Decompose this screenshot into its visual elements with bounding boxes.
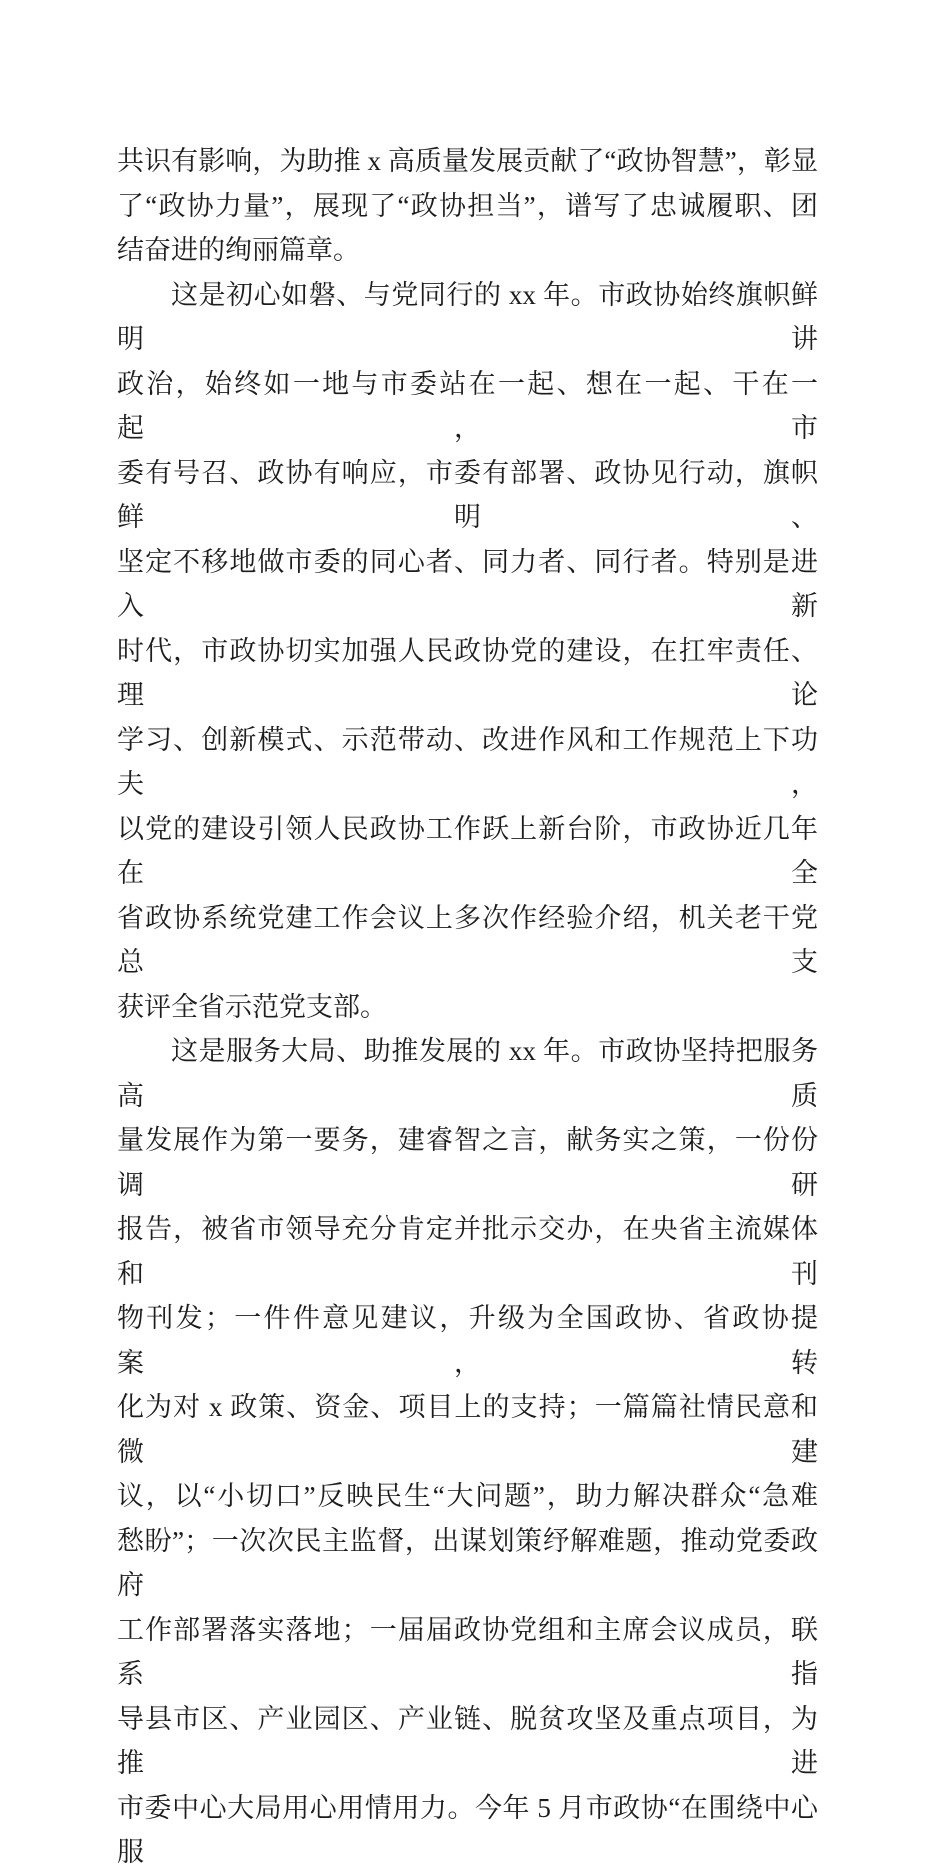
text-line: 学习、创新模式、示范带动、改进作风和工作规范上下功夫， <box>117 724 818 799</box>
text-line: 议，以“小切口”反映民生“大问题”，助力解决群众“急难 <box>117 1481 818 1511</box>
text-line: 委有号召、政协有响应，市委有部署、政协见行动，旗帜鲜明、 <box>117 457 818 532</box>
text-line: 量发展作为第一要务，建睿智之言，献务实之策，一份份调研 <box>117 1125 818 1200</box>
text-line: 政治，始终如一地与市委站在一起、想在一起、干在一起，市 <box>117 368 818 443</box>
text-line: 导县市区、产业园区、产业链、脱贫攻坚及重点项目，为推进 <box>117 1703 818 1778</box>
paragraph <box>117 1029 818 1875</box>
text-line: 坚定不移地做市委的同心者、同力者、同行者。特别是进入新 <box>117 546 818 621</box>
text-line: 这是服务大局、助推发展的 xx 年。市政协坚持把服务高质 <box>117 1036 818 1111</box>
text-line: 工作部署落实落地；一届届政协党组和主席会议成员，联系指 <box>117 1614 818 1689</box>
text-line: 市委中心大局用心用情用力。今年 5 月市政协“在围绕中心服 <box>117 1792 818 1867</box>
text-line: 时代，市政协切实加强人民政协党的建设，在扛牢责任、理论 <box>117 635 818 710</box>
text-line: 结奋进的绚丽篇章。 <box>117 235 360 265</box>
text-line: 化为对 x 政策、资金、项目上的支持；一篇篇社情民意和微建 <box>117 1392 818 1467</box>
text-line: 这是初心如磐、与党同行的 xx 年。市政协始终旗帜鲜明讲 <box>117 279 818 354</box>
text-line: 愁盼”；一次次民主监督，出谋划策纾解难题，推动党委政府 <box>117 1525 818 1600</box>
paragraph <box>117 139 818 273</box>
text-line: 共识有影响，为助推 x 高质量发展贡献了“政协智慧”，彰显 <box>117 146 818 176</box>
text-line: 以党的建设引领人民政协工作跃上新台阶，市政协近几年在全 <box>117 813 818 888</box>
text-line: 报告，被省市领导充分肯定并批示交办，在央省主流媒体和刊 <box>117 1214 818 1289</box>
text-line: 物刊发；一件件意见建议，升级为全国政协、省政协提案，转 <box>117 1303 818 1378</box>
text-line: 了“政协力量”，展现了“政协担当”，谱写了忠诚履职、团 <box>117 190 818 221</box>
text-line: 省政协系统党建工作会议上多次作经验介绍，机关老干党总支 <box>117 902 818 977</box>
paragraph <box>117 273 818 1030</box>
text-line: 获评全省示范党支部。 <box>117 991 387 1022</box>
